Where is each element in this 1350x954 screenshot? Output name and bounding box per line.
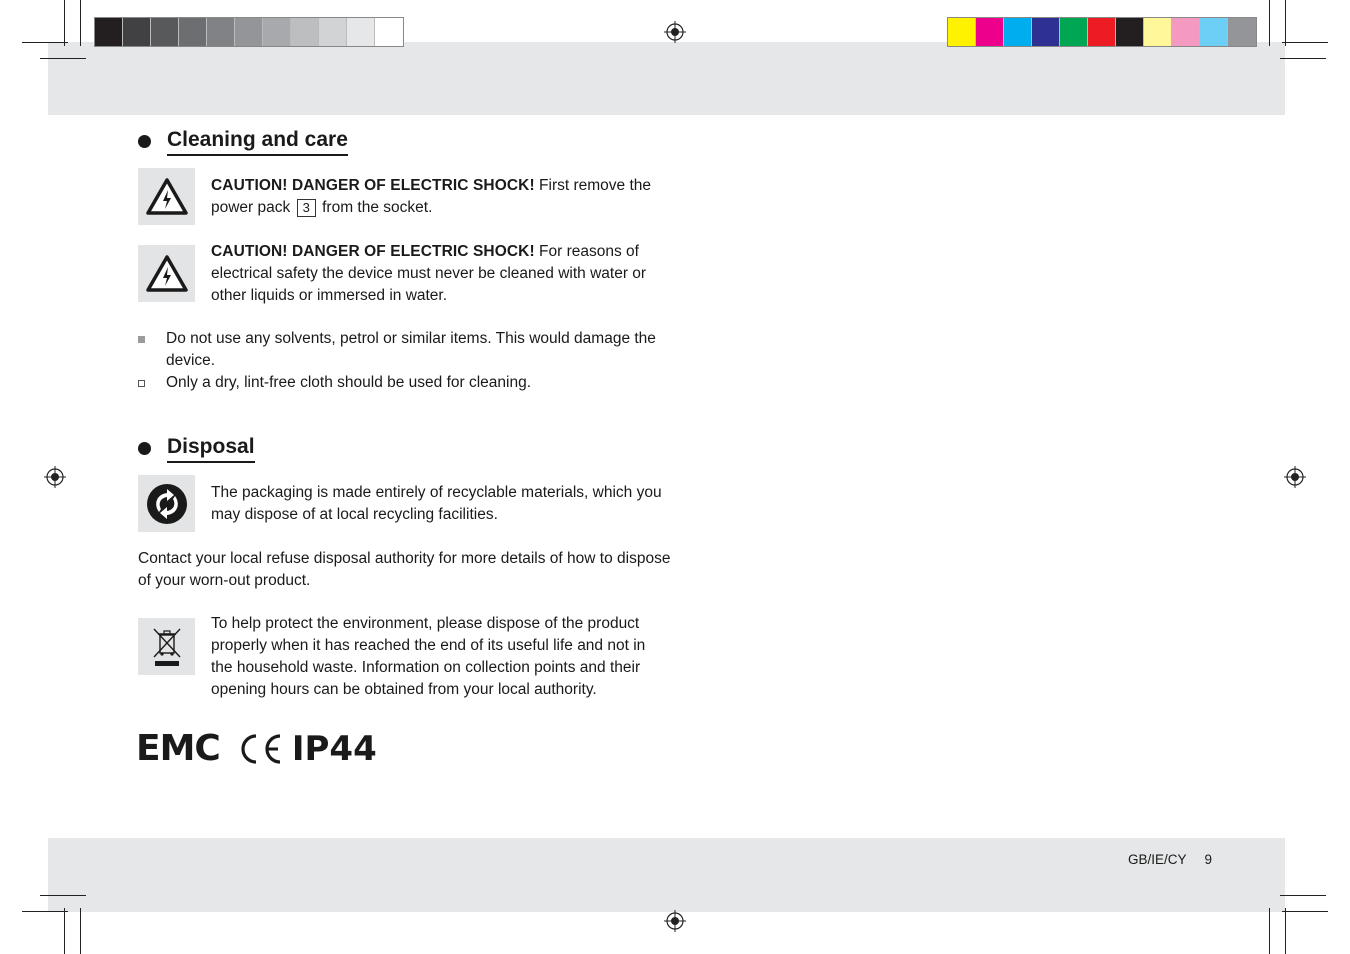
- color-swatch: [235, 18, 263, 46]
- color-swatch: [179, 18, 207, 46]
- ce-mark-icon: [234, 731, 286, 767]
- color-swatch: [1228, 18, 1256, 46]
- process-color-bar: [947, 17, 1257, 47]
- color-swatch: [95, 18, 123, 46]
- recycling-icon-box: [138, 475, 195, 532]
- registration-mark-icon: [664, 910, 686, 932]
- bottom-band: [48, 838, 1285, 912]
- color-swatch: [948, 18, 976, 46]
- color-swatch: [1088, 18, 1116, 46]
- caution-label: CAUTION! DANGER OF ELECTRIC SHOCK!: [211, 243, 535, 260]
- region-code: GB/IE/CY: [1128, 852, 1187, 867]
- crop-mark: [64, 0, 65, 46]
- section-cleaning-heading: [138, 127, 348, 156]
- color-swatch: [375, 18, 403, 46]
- weee-paragraph: To help protect the environment, please dispose of the product properly when it has reached the end of its useful life and not in the household waste. Information on collection points and their opening hours can be obtained from your local authority.: [211, 615, 646, 698]
- registration-mark-icon: [1284, 466, 1306, 488]
- top-band: [48, 42, 1285, 115]
- list-item-text: Only a dry, lint-free cloth should be used for cleaning.: [166, 374, 532, 391]
- crop-mark: [64, 908, 65, 954]
- color-swatch: [123, 18, 151, 46]
- caution-label: CAUTION! DANGER OF ELECTRIC SHOCK!: [211, 177, 535, 194]
- crop-mark: [1280, 895, 1326, 896]
- list-item-text: Do not use any solvents, petrol or similar items. This would damage the device.: [166, 330, 656, 369]
- hollow-square-bullet-icon: [138, 380, 145, 387]
- electric-shock-warning-icon: [145, 177, 189, 217]
- contact-paragraph: Contact your local refuse disposal authority for more details of how to dispose of your worn-out product.: [138, 550, 671, 589]
- crop-mark: [40, 58, 86, 59]
- green-dot-recycling-icon: [145, 482, 189, 526]
- recycle-paragraph: The packaging is made entirely of recyclable materials, which you may dispose of at local recycling facilities.: [211, 484, 662, 523]
- crop-mark: [1269, 908, 1270, 954]
- electric-shock-warning-icon: [145, 254, 189, 294]
- crop-mark: [1285, 908, 1286, 954]
- warning-icon-box: [138, 245, 195, 302]
- color-swatch: [1200, 18, 1228, 46]
- crop-mark: [1280, 58, 1326, 59]
- caution-text: First remove the power pack: [211, 177, 652, 216]
- filled-square-bullet-icon: [138, 336, 145, 343]
- crop-mark: [1285, 0, 1286, 46]
- ip-rating: IP44: [291, 728, 377, 769]
- warning-icon-box: [138, 168, 195, 225]
- registration-mark-icon: [44, 466, 66, 488]
- crop-mark: [80, 908, 81, 954]
- color-swatch: [263, 18, 291, 46]
- caution-paragraph-2: [211, 241, 671, 307]
- page-footer: [1128, 852, 1212, 867]
- crop-mark: [80, 0, 81, 46]
- crop-mark: [1282, 42, 1328, 43]
- part-reference: 3: [297, 199, 316, 217]
- grayscale-color-bar: [94, 17, 404, 47]
- crop-mark: [1269, 0, 1270, 46]
- caution-paragraph-1: [211, 175, 671, 219]
- list-item: [138, 372, 668, 394]
- color-swatch: [1144, 18, 1172, 46]
- caution-text: from the socket.: [317, 199, 433, 216]
- color-swatch: [1060, 18, 1088, 46]
- color-swatch: [291, 18, 319, 46]
- color-swatch: [1172, 18, 1200, 46]
- emc-mark: EMC: [136, 728, 220, 769]
- list-item: [138, 328, 668, 372]
- bullet-dot-icon: [138, 442, 151, 455]
- page-number: 9: [1204, 852, 1213, 867]
- section-disposal-heading: [138, 434, 255, 463]
- section-title: Cleaning and care: [167, 127, 348, 156]
- bullet-dot-icon: [138, 135, 151, 148]
- weee-icon-box: [138, 618, 195, 675]
- section-title: Disposal: [167, 434, 255, 463]
- color-swatch: [151, 18, 179, 46]
- crop-mark: [40, 895, 86, 896]
- color-swatch: [1032, 18, 1060, 46]
- color-swatch: [319, 18, 347, 46]
- color-swatch: [976, 18, 1004, 46]
- registration-mark-icon: [664, 21, 686, 43]
- crossed-out-bin-icon: [151, 625, 183, 669]
- color-swatch: [207, 18, 235, 46]
- crop-mark: [22, 42, 68, 43]
- color-swatch: [1116, 18, 1144, 46]
- certification-marks: [136, 728, 377, 769]
- color-swatch: [1004, 18, 1032, 46]
- crop-mark: [22, 911, 68, 912]
- color-swatch: [347, 18, 375, 46]
- crop-mark: [1282, 911, 1328, 912]
- caution-text: For reasons of electrical safety the device must never be cleaned with water or other liquids or immersed in water.: [211, 243, 647, 304]
